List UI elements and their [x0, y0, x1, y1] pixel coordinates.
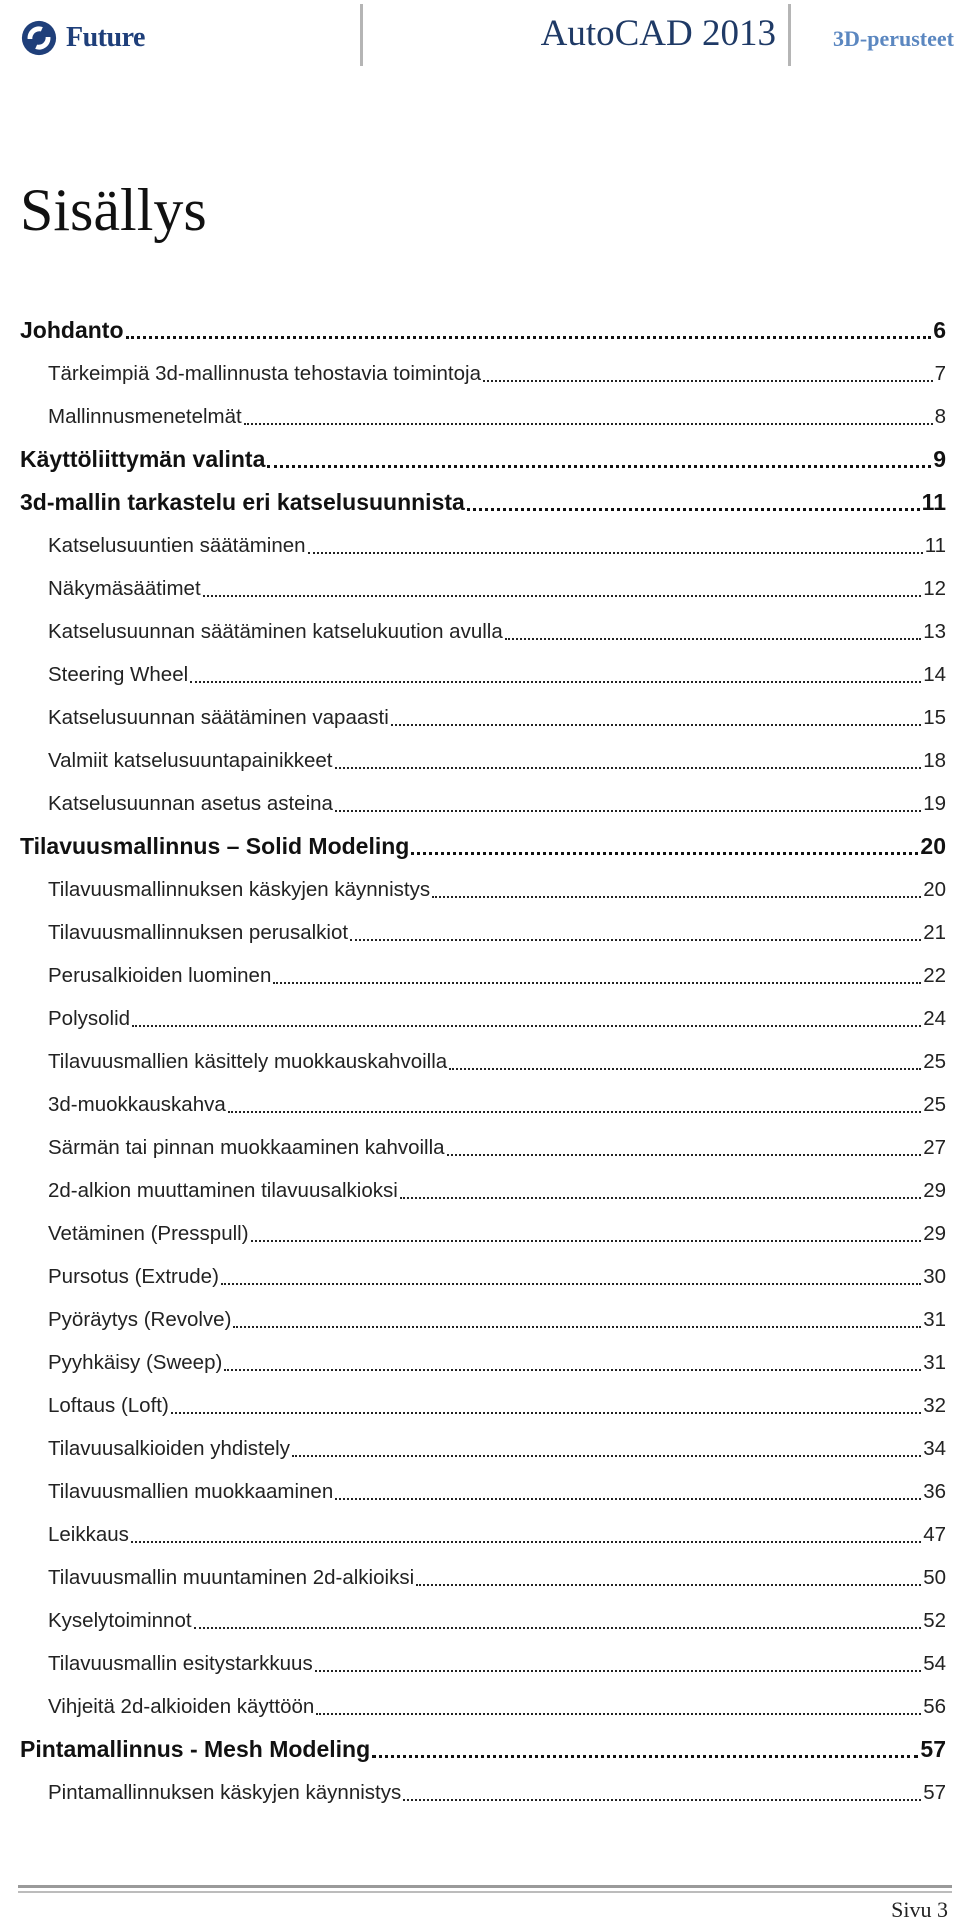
toc-chapter-entry[interactable]	[0, 438, 960, 481]
toc-entry-label: Polysolid	[48, 1006, 131, 1030]
toc-entry-label: Pyöräytys (Revolve)	[48, 1307, 232, 1331]
toc-dot-leader	[403, 1785, 921, 1801]
toc-entry-page: 32	[923, 1393, 946, 1417]
toc-entry-page: 8	[934, 404, 946, 428]
toc-entry-page: 6	[933, 317, 946, 343]
page-header	[0, 0, 960, 80]
toc-entry-page: 20	[923, 877, 946, 901]
toc-dot-leader	[350, 925, 921, 941]
toc-entry-page: 52	[923, 1608, 946, 1632]
toc-entry-label: Tilavuusmallien käsittely muokkauskahvoilla	[48, 1049, 448, 1073]
toc-entry-page: 11	[921, 489, 946, 515]
toc-section-entry[interactable]	[0, 1427, 960, 1470]
toc-section-entry[interactable]	[0, 653, 960, 696]
toc-chapter-entry[interactable]	[0, 481, 960, 524]
toc-entry-page: 19	[923, 791, 946, 815]
toc-entry-page: 30	[923, 1264, 946, 1288]
toc-section-entry[interactable]	[0, 1384, 960, 1427]
toc-dot-leader	[505, 624, 921, 640]
toc-section-entry[interactable]	[0, 739, 960, 782]
toc-entry-page: 29	[923, 1221, 946, 1245]
toc-section-entry[interactable]	[0, 524, 960, 567]
toc-entry-label: Näkymäsäätimet	[48, 576, 201, 600]
toc-section-entry[interactable]	[0, 1255, 960, 1298]
toc-section-entry[interactable]	[0, 352, 960, 395]
toc-dot-leader	[194, 1613, 922, 1629]
table-of-contents	[0, 309, 960, 1814]
toc-entry-page: 54	[923, 1651, 946, 1675]
toc-entry-label: Loftaus (Loft)	[48, 1393, 169, 1417]
toc-section-entry[interactable]	[0, 1341, 960, 1384]
header-divider	[360, 4, 363, 66]
toc-section-entry[interactable]	[0, 1771, 960, 1814]
toc-section-entry[interactable]	[0, 911, 960, 954]
toc-chapter-entry[interactable]	[0, 825, 960, 868]
toc-entry-label: 2d-alkion muuttaminen tilavuusalkioksi	[48, 1178, 398, 1202]
logo-text: Future	[66, 22, 145, 53]
toc-entry-label: Särmän tai pinnan muokkaaminen kahvoilla	[48, 1135, 445, 1159]
toc-entry-page: 27	[923, 1135, 946, 1159]
toc-entry-label: Tilavuusmallien muokkaaminen	[48, 1479, 334, 1503]
footer-page-number: Sivu 3	[891, 1897, 948, 1922]
toc-entry-label: Valmiit katselusuuntapainikkeet	[48, 748, 333, 772]
toc-entry-page: 24	[923, 1006, 946, 1030]
toc-section-entry[interactable]	[0, 868, 960, 911]
toc-section-entry[interactable]	[0, 395, 960, 438]
toc-dot-leader	[483, 366, 933, 382]
toc-entry-label: Katselusuunnan säätäminen katselukuution avulla	[48, 619, 503, 643]
toc-dot-leader	[432, 882, 921, 898]
toc-entry-label: Katselusuunnan asetus asteina	[48, 791, 333, 815]
toc-dot-leader	[273, 968, 921, 984]
toc-entry-page: 29	[923, 1178, 946, 1202]
toc-entry-page: 11	[924, 533, 946, 557]
header-divider	[788, 4, 791, 66]
toc-entry-label: Mallinnusmenetelmät	[48, 404, 242, 428]
toc-section-entry[interactable]	[0, 1556, 960, 1599]
toc-dot-leader	[316, 1699, 921, 1715]
toc-entry-label: 3d-mallin tarkastelu eri katselusuunnista	[20, 489, 465, 515]
toc-dot-leader	[411, 838, 918, 855]
toc-section-entry[interactable]	[0, 610, 960, 653]
toc-entry-page: 14	[923, 662, 946, 686]
toc-section-entry[interactable]	[0, 997, 960, 1040]
toc-entry-label: Katselusuunnan säätäminen vapaasti	[48, 705, 389, 729]
toc-entry-label: Pintamallinnus - Mesh Modeling	[20, 1736, 371, 1762]
toc-dot-leader	[251, 1226, 922, 1242]
toc-entry-label: 3d-muokkauskahva	[48, 1092, 226, 1116]
toc-dot-leader	[315, 1656, 921, 1672]
toc-entry-page: 18	[923, 748, 946, 772]
toc-entry-page: 57	[923, 1780, 946, 1804]
toc-dot-leader	[372, 1741, 918, 1758]
toc-section-entry[interactable]	[0, 1298, 960, 1341]
toc-entry-page: 57	[920, 1736, 946, 1762]
toc-dot-leader	[244, 409, 933, 425]
toc-section-entry[interactable]	[0, 1642, 960, 1685]
toc-entry-label: Tilavuusmallinnuksen käskyjen käynnistys	[48, 877, 431, 901]
toc-section-entry[interactable]	[0, 1126, 960, 1169]
toc-entry-page: 7	[934, 361, 946, 385]
toc-entry-label: Tilavuusmallinnus – Solid Modeling	[20, 833, 410, 859]
toc-dot-leader	[190, 667, 921, 683]
toc-entry-page: 22	[923, 963, 946, 987]
toc-entry-label: Pintamallinnuksen käskyjen käynnistys	[48, 1780, 402, 1804]
toc-entry-label: Kyselytoiminnot	[48, 1608, 192, 1632]
toc-entry-page: 31	[923, 1307, 946, 1331]
toc-entry-label: Käyttöliittymän valinta	[20, 446, 266, 472]
toc-entry-page: 56	[923, 1694, 946, 1718]
toc-entry-page: 20	[920, 833, 946, 859]
future-logo	[20, 16, 145, 60]
toc-dot-leader	[132, 1011, 921, 1027]
header-chapter-title: 3D-perusteet	[833, 26, 954, 51]
toc-entry-label: Johdanto	[20, 317, 124, 343]
toc-dot-leader	[267, 451, 931, 468]
toc-section-entry[interactable]	[0, 696, 960, 739]
toc-entry-label: Vihjeitä 2d-alkioiden käyttöön	[48, 1694, 315, 1718]
footer-divider	[18, 1891, 952, 1893]
toc-dot-leader	[467, 494, 920, 511]
toc-section-entry[interactable]	[0, 782, 960, 825]
toc-section-entry[interactable]	[0, 1599, 960, 1642]
toc-entry-page: 50	[923, 1565, 946, 1589]
toc-entry-page: 25	[923, 1049, 946, 1073]
toc-dot-leader	[131, 1527, 921, 1543]
toc-dot-leader	[335, 796, 921, 812]
toc-dot-leader	[221, 1269, 921, 1285]
toc-entry-page: 13	[923, 619, 946, 643]
toc-dot-leader	[335, 1484, 921, 1500]
toc-entry-page: 21	[923, 920, 946, 944]
toc-entry-page: 9	[933, 446, 946, 472]
toc-entry-label: Perusalkioiden luominen	[48, 963, 272, 987]
toc-section-entry[interactable]	[0, 567, 960, 610]
toc-dot-leader	[416, 1570, 921, 1586]
toc-entry-label: Steering Wheel	[48, 662, 189, 686]
toc-entry-page: 34	[923, 1436, 946, 1460]
toc-section-entry[interactable]	[0, 1083, 960, 1126]
toc-dot-leader	[233, 1312, 921, 1328]
toc-section-entry[interactable]	[0, 1040, 960, 1083]
toc-dot-leader	[400, 1183, 921, 1199]
toc-section-entry[interactable]	[0, 1513, 960, 1556]
toc-section-entry[interactable]	[0, 1470, 960, 1513]
toc-entry-label: Tilavuusalkioiden yhdistely	[48, 1436, 290, 1460]
toc-chapter-entry[interactable]	[0, 309, 960, 352]
toc-section-entry[interactable]	[0, 1685, 960, 1728]
toc-dot-leader	[171, 1398, 921, 1414]
future-logo-icon	[20, 19, 58, 57]
toc-dot-leader	[449, 1054, 921, 1070]
toc-dot-leader	[126, 322, 932, 339]
header-product-title: AutoCAD 2013	[540, 13, 776, 54]
footer-divider	[18, 1885, 952, 1888]
toc-dot-leader	[335, 753, 922, 769]
toc-entry-label: Katselusuuntien säätäminen	[48, 533, 306, 557]
toc-dot-leader	[203, 581, 922, 597]
toc-entry-label: Tilavuusmallin muuntaminen 2d-alkioiksi	[48, 1565, 415, 1589]
toc-chapter-entry[interactable]	[0, 1728, 960, 1771]
toc-entry-label: Vetäminen (Presspull)	[48, 1221, 249, 1245]
page-title: Sisällys	[20, 177, 207, 243]
toc-entry-label: Pursotus (Extrude)	[48, 1264, 219, 1288]
toc-dot-leader	[447, 1140, 922, 1156]
toc-section-entry[interactable]	[0, 954, 960, 997]
toc-entry-page: 47	[923, 1522, 946, 1546]
toc-entry-label: Leikkaus	[48, 1522, 129, 1546]
toc-section-entry[interactable]	[0, 1169, 960, 1212]
toc-entry-label: Pyyhkäisy (Sweep)	[48, 1350, 223, 1374]
toc-dot-leader	[391, 710, 921, 726]
toc-dot-leader	[292, 1441, 921, 1457]
toc-dot-leader	[308, 538, 923, 554]
toc-entry-label: Tärkeimpiä 3d-mallinnusta tehostavia toimintoja	[48, 361, 481, 385]
toc-section-entry[interactable]	[0, 1212, 960, 1255]
toc-entry-page: 15	[923, 705, 946, 729]
toc-entry-page: 12	[923, 576, 946, 600]
toc-entry-page: 31	[923, 1350, 946, 1374]
toc-entry-label: Tilavuusmallin esitystarkkuus	[48, 1651, 313, 1675]
toc-entry-page: 25	[923, 1092, 946, 1116]
toc-dot-leader	[224, 1355, 921, 1371]
toc-entry-label: Tilavuusmallinnuksen perusalkiot	[48, 920, 349, 944]
toc-dot-leader	[228, 1097, 921, 1113]
toc-entry-page: 36	[923, 1479, 946, 1503]
